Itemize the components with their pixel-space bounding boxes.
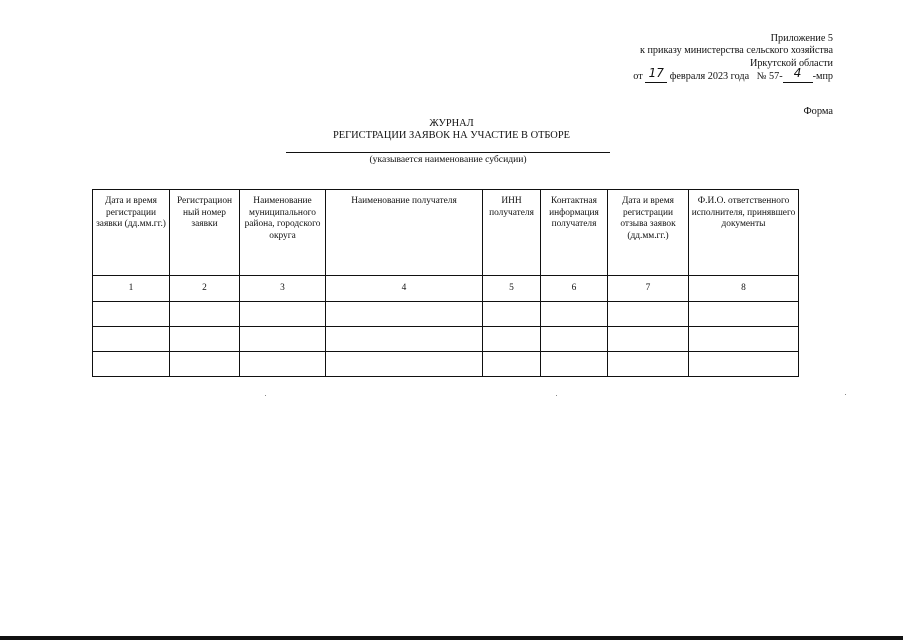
table-cell bbox=[608, 327, 689, 352]
table-cell bbox=[93, 352, 170, 377]
column-number: 5 bbox=[483, 276, 541, 302]
scan-speck bbox=[845, 394, 846, 395]
title-journal: ЖУРНАЛ bbox=[429, 118, 474, 129]
number-field bbox=[783, 66, 813, 83]
appendix-header bbox=[633, 33, 833, 84]
column-header-municipality: Наименование муниципального района, городского округа bbox=[240, 190, 326, 276]
form-label: Форма bbox=[803, 106, 833, 117]
table-cell bbox=[170, 352, 240, 377]
table-cell bbox=[240, 352, 326, 377]
table-cell bbox=[689, 302, 799, 327]
table-cell bbox=[170, 302, 240, 327]
region-name: Иркутской области bbox=[749, 57, 833, 69]
scan-speck bbox=[265, 395, 266, 396]
column-number: 6 bbox=[541, 276, 608, 302]
date-month-year: февраля 2023 года bbox=[669, 71, 750, 83]
number-suffix: -мпр bbox=[812, 71, 833, 83]
column-number: 2 bbox=[170, 276, 240, 302]
registration-journal-table bbox=[92, 189, 799, 377]
title-registration: РЕГИСТРАЦИИ ЗАЯВОК НА УЧАСТИЕ В ОТБОРЕ bbox=[333, 130, 570, 142]
column-header-registration-date: Дата и время регистрации заявки (дд.мм.гг.) bbox=[93, 190, 170, 276]
column-number-row bbox=[93, 276, 799, 302]
column-number: 7 bbox=[608, 276, 689, 302]
table-cell bbox=[170, 327, 240, 352]
table-cell bbox=[326, 327, 483, 352]
day-handwritten: 17 bbox=[648, 66, 664, 81]
table-cell bbox=[541, 327, 608, 352]
table-row bbox=[93, 327, 799, 352]
subsidy-name-line bbox=[286, 152, 610, 153]
scan-speck bbox=[556, 395, 557, 396]
table-cell bbox=[93, 327, 170, 352]
column-header-contact-info: Контактная информация получателя bbox=[541, 190, 608, 276]
table-cell bbox=[483, 352, 541, 377]
document-title bbox=[0, 118, 903, 142]
table-row bbox=[93, 302, 799, 327]
table-row bbox=[93, 352, 799, 377]
column-number: 1 bbox=[93, 276, 170, 302]
table-cell bbox=[541, 352, 608, 377]
day-field bbox=[645, 66, 667, 83]
column-number: 8 bbox=[689, 276, 799, 302]
column-number: 3 bbox=[240, 276, 326, 302]
column-header-registration-number: Регистрацион ный номер заявки bbox=[170, 190, 240, 276]
table-cell bbox=[93, 302, 170, 327]
column-header-responsible-person: Ф.И.О. ответственного исполнителя, принявшего документы bbox=[689, 190, 799, 276]
table-cell bbox=[326, 302, 483, 327]
column-header-withdrawal-date: Дата и время регистрации отзыва заявок (дд.мм.гг.) bbox=[608, 190, 689, 276]
number-handwritten: 4 bbox=[793, 66, 802, 81]
subsidy-caption: (указывается наименование субсидии) bbox=[369, 154, 527, 165]
number-prefix: № 57- bbox=[756, 71, 783, 83]
table-cell bbox=[240, 327, 326, 352]
table-cell bbox=[608, 352, 689, 377]
date-prefix: от bbox=[633, 71, 643, 83]
order-reference: к приказу министерства сельского хозяйства bbox=[639, 45, 833, 57]
table-cell bbox=[483, 327, 541, 352]
table-cell bbox=[608, 302, 689, 327]
scan-edge-bar bbox=[0, 636, 903, 640]
table-cell bbox=[240, 302, 326, 327]
table-cell bbox=[541, 302, 608, 327]
table-header-row bbox=[93, 190, 799, 276]
column-number: 4 bbox=[326, 276, 483, 302]
table-cell bbox=[483, 302, 541, 327]
order-date-line bbox=[633, 66, 833, 83]
table-cell bbox=[326, 352, 483, 377]
column-header-recipient-name: Наименование получателя bbox=[326, 190, 483, 276]
table-cell bbox=[689, 327, 799, 352]
appendix-number: Приложение 5 bbox=[770, 33, 833, 44]
column-header-inn: ИНН получателя bbox=[483, 190, 541, 276]
table-cell bbox=[689, 352, 799, 377]
